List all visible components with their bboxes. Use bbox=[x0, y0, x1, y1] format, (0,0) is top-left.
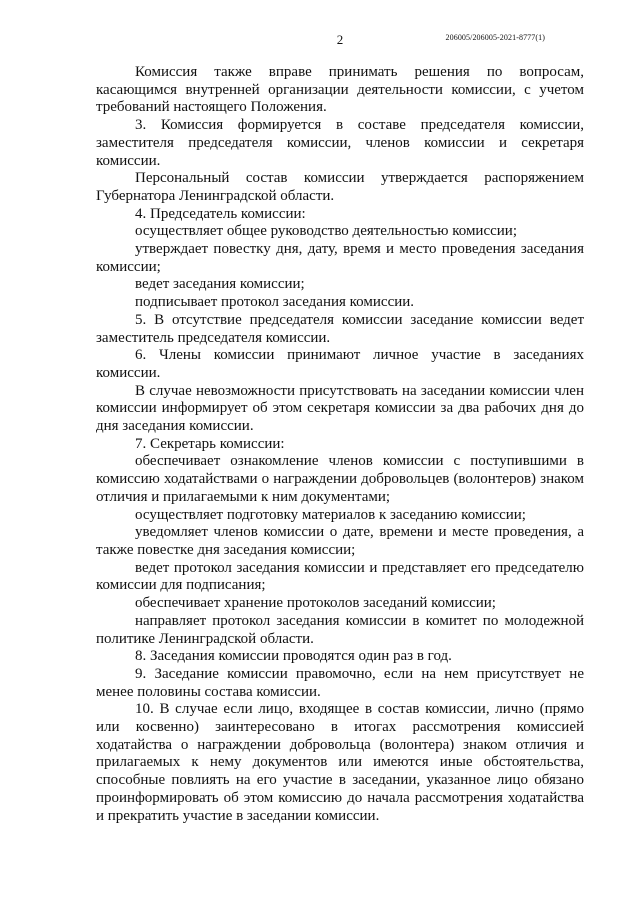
paragraph: 10. В случае если лицо, входящее в состав комиссии, лично (прямо или косвенно) заинтересовано в итогах рассмотрения комиссией ходатайства о награждении добровольца (волонтера) знаком отличия и прилагаемых к нему документов или имеются иные обстоятельства, способные повлиять на его участие в заседании, указанное лицо обязано проинформировать об этом комиссию до начала рассмотрения ходатайства и прекратить участие в заседании комиссии. bbox=[96, 701, 584, 824]
paragraph: ведет заседания комиссии; bbox=[135, 276, 305, 293]
paragraph: 3. Комиссия формируется в составе председателя комиссии, заместителя председателя комиссии, членов комиссии и секретаря комиссии. bbox=[96, 117, 584, 169]
paragraph: Комиссия также вправе принимать решения по вопросам, касающимся внутренней организации деятельности комиссии, с учетом требований настоящего Положения. bbox=[96, 64, 584, 116]
paragraph: 6. Члены комиссии принимают личное участие в заседаниях комиссии. bbox=[96, 347, 584, 381]
paragraph: уведомляет членов комиссии о дате, времени и месте проведения, а также повестке дня заседания комиссии; bbox=[96, 524, 584, 558]
paragraph: 8. Заседания комиссии проводятся один раз в год. bbox=[135, 648, 452, 665]
paragraph: 5. В отсутствие председателя комиссии заседание комиссии ведет заместитель председателя комиссии. bbox=[96, 311, 584, 346]
paragraph: обеспечивает ознакомление членов комиссии с поступившими в комиссию ходатайствами о награждении добровольцев (волонтеров) знаком отличия и прилагаемыми к ним документами; bbox=[96, 453, 584, 505]
paragraph: утверждает повестку дня, дату, время и место проведения заседания комиссии; bbox=[96, 241, 584, 275]
paragraph: 4. Председатель комиссии: bbox=[135, 205, 306, 222]
paragraph: обеспечивает хранение протоколов заседаний комиссии; bbox=[135, 595, 496, 612]
paragraph: осуществляет общее руководство деятельностью комиссии; bbox=[135, 223, 517, 240]
paragraph: 9. Заседание комиссии правомочно, если на нем присутствует не менее половины состава комиссии. bbox=[96, 665, 584, 700]
document-id: 206005/206005-2021-8777(1) bbox=[445, 33, 545, 42]
paragraph: направляет протокол заседания комиссии в комитет по молодежной политике Ленинградской области. bbox=[96, 612, 584, 647]
paragraph: ведет протокол заседания комиссии и представляет его председателю комиссии для подписания; bbox=[96, 559, 584, 594]
paragraph: подписывает протокол заседания комиссии. bbox=[135, 294, 415, 311]
paragraph: В случае невозможности присутствовать на заседании комиссии член комиссии информирует об этом секретаря комиссии за два рабочих дня до дня заседания комиссии. bbox=[96, 382, 584, 435]
paragraph: 7. Секретарь комиссии: bbox=[135, 435, 285, 452]
document-body bbox=[96, 64, 584, 825]
paragraph: осуществляет подготовку материалов к заседанию комиссии; bbox=[135, 506, 526, 523]
page-number: 2 bbox=[336, 32, 344, 47]
paragraph: Персональный состав комиссии утверждается распоряжением Губернатора Ленинградской области. bbox=[96, 170, 584, 204]
